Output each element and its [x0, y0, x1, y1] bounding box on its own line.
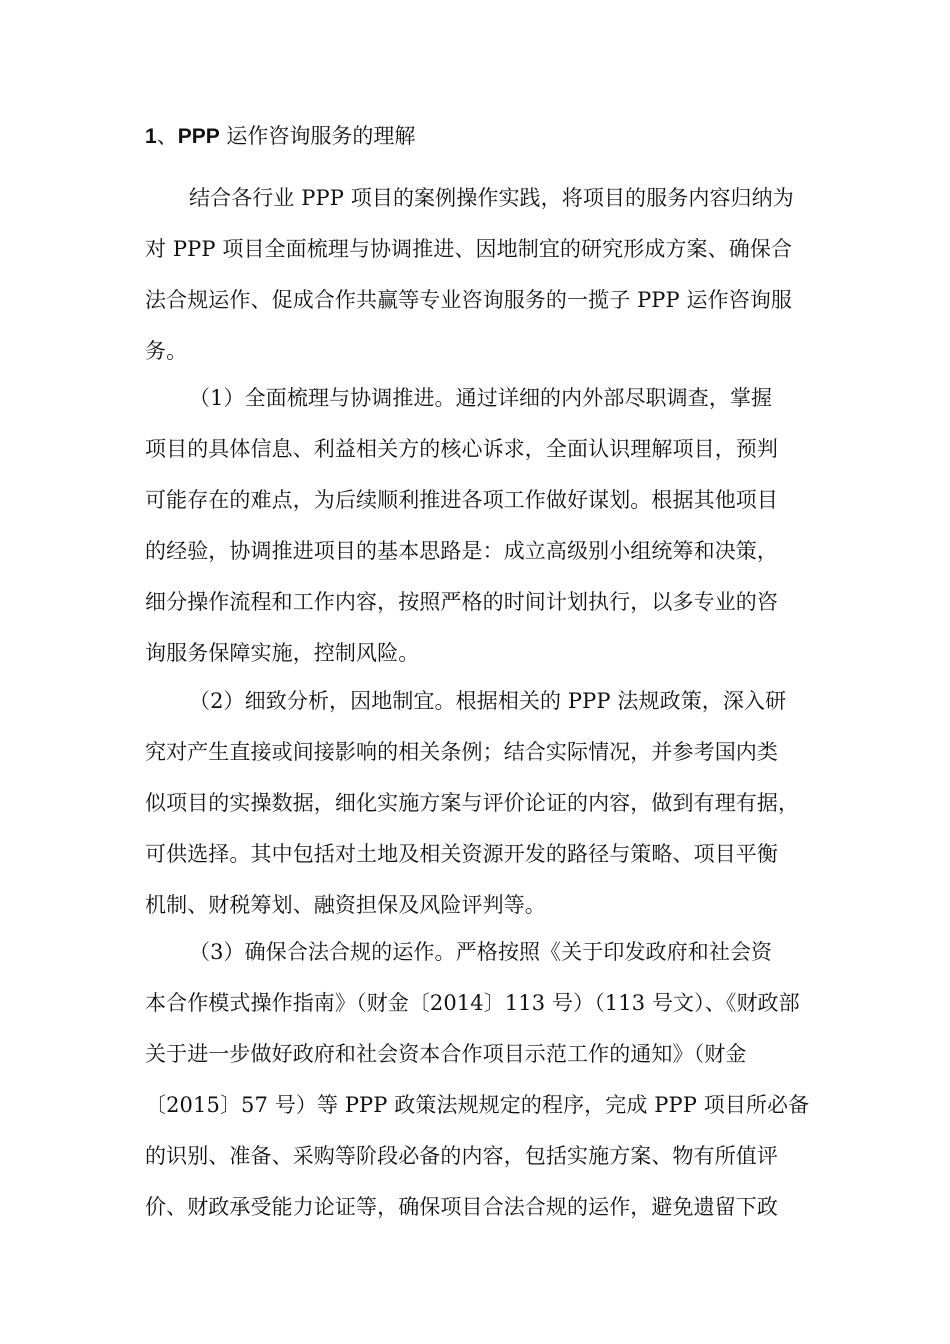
paragraph-line: 机制、财税筹划、融资担保及风险评判等。 — [145, 893, 546, 917]
paragraph-line: 细分操作流程和工作内容，按照严格的时间计划执行，以多专业的咨 — [145, 590, 778, 614]
paragraph-line: （1）全面梳理与协调推进。通过详细的内外部尽职调查，掌握 — [189, 386, 773, 410]
paragraph-line: 询服务保障实施，控制风险。 — [145, 641, 420, 665]
paragraph-line: 可能存在的难点，为后续顺利推进各项工作做好谋划。根据其他项目 — [145, 488, 778, 512]
paragraph-4 — [145, 927, 808, 1233]
paragraph-line: 关于进一步做好政府和社会资本合作项目示范工作的通知》（财金 — [145, 1042, 747, 1066]
paragraph-line: （3）确保合法合规的运作。严格按照《关于印发政府和社会资 — [189, 940, 773, 964]
paragraph-line: 似项目的实操数据，细化实施方案与评价论证的内容，做到有理有据， — [145, 791, 800, 815]
heading-number: 1 — [145, 125, 157, 148]
paragraph-line: 本合作模式操作指南》（财金〔2014〕113 号）（113 号文）、《财政部 — [145, 991, 800, 1015]
paragraph-3 — [145, 676, 808, 931]
paragraph-1 — [145, 173, 808, 377]
paragraph-line: （2）细致分析，因地制宜。根据相关的 PPP 法规政策，深入研 — [189, 689, 787, 713]
paragraph-line: 价、财政承受能力论证等，确保项目合法合规的运作，避免遗留下政 — [145, 1195, 778, 1219]
heading-title: 运作咨询服务的理解 — [219, 124, 416, 148]
section-heading — [145, 120, 415, 153]
paragraph-2 — [145, 373, 808, 679]
paragraph-line: 项目的具体信息、利益相关方的核心诉求，全面认识理解项目，预判 — [145, 437, 778, 461]
paragraph-line: 对 PPP 项目全面梳理与协调推进、因地制宜的研究形成方案、确保合 — [145, 237, 793, 261]
paragraph-line: 可供选择。其中包括对土地及相关资源开发的路径与策略、项目平衡 — [145, 842, 778, 866]
paragraph-line: 〔2015〕57 号）等 PPP 政策法规规定的程序，完成 PPP 项目所必备 — [145, 1093, 810, 1117]
paragraph-line: 究对产生直接或间接影响的相关条例；结合实际情况，并参考国内类 — [145, 740, 778, 764]
heading-acronym: PPP — [177, 125, 220, 148]
paragraph-line: 法合规运作、促成合作共赢等专业咨询服务的一揽子 PPP 运作咨询服 — [145, 288, 793, 312]
heading-separator: 、 — [156, 124, 178, 148]
paragraph-line: 务。 — [145, 339, 188, 363]
paragraph-line: 的识别、准备、采购等阶段必备的内容，包括实施方案、物有所值评 — [145, 1144, 778, 1168]
paragraph-line: 结合各行业 PPP 项目的案例操作实践，将项目的服务内容归纳为 — [189, 186, 794, 210]
paragraph-line: 的经验，协调推进项目的基本思路是：成立高级别小组统筹和决策， — [145, 539, 778, 563]
